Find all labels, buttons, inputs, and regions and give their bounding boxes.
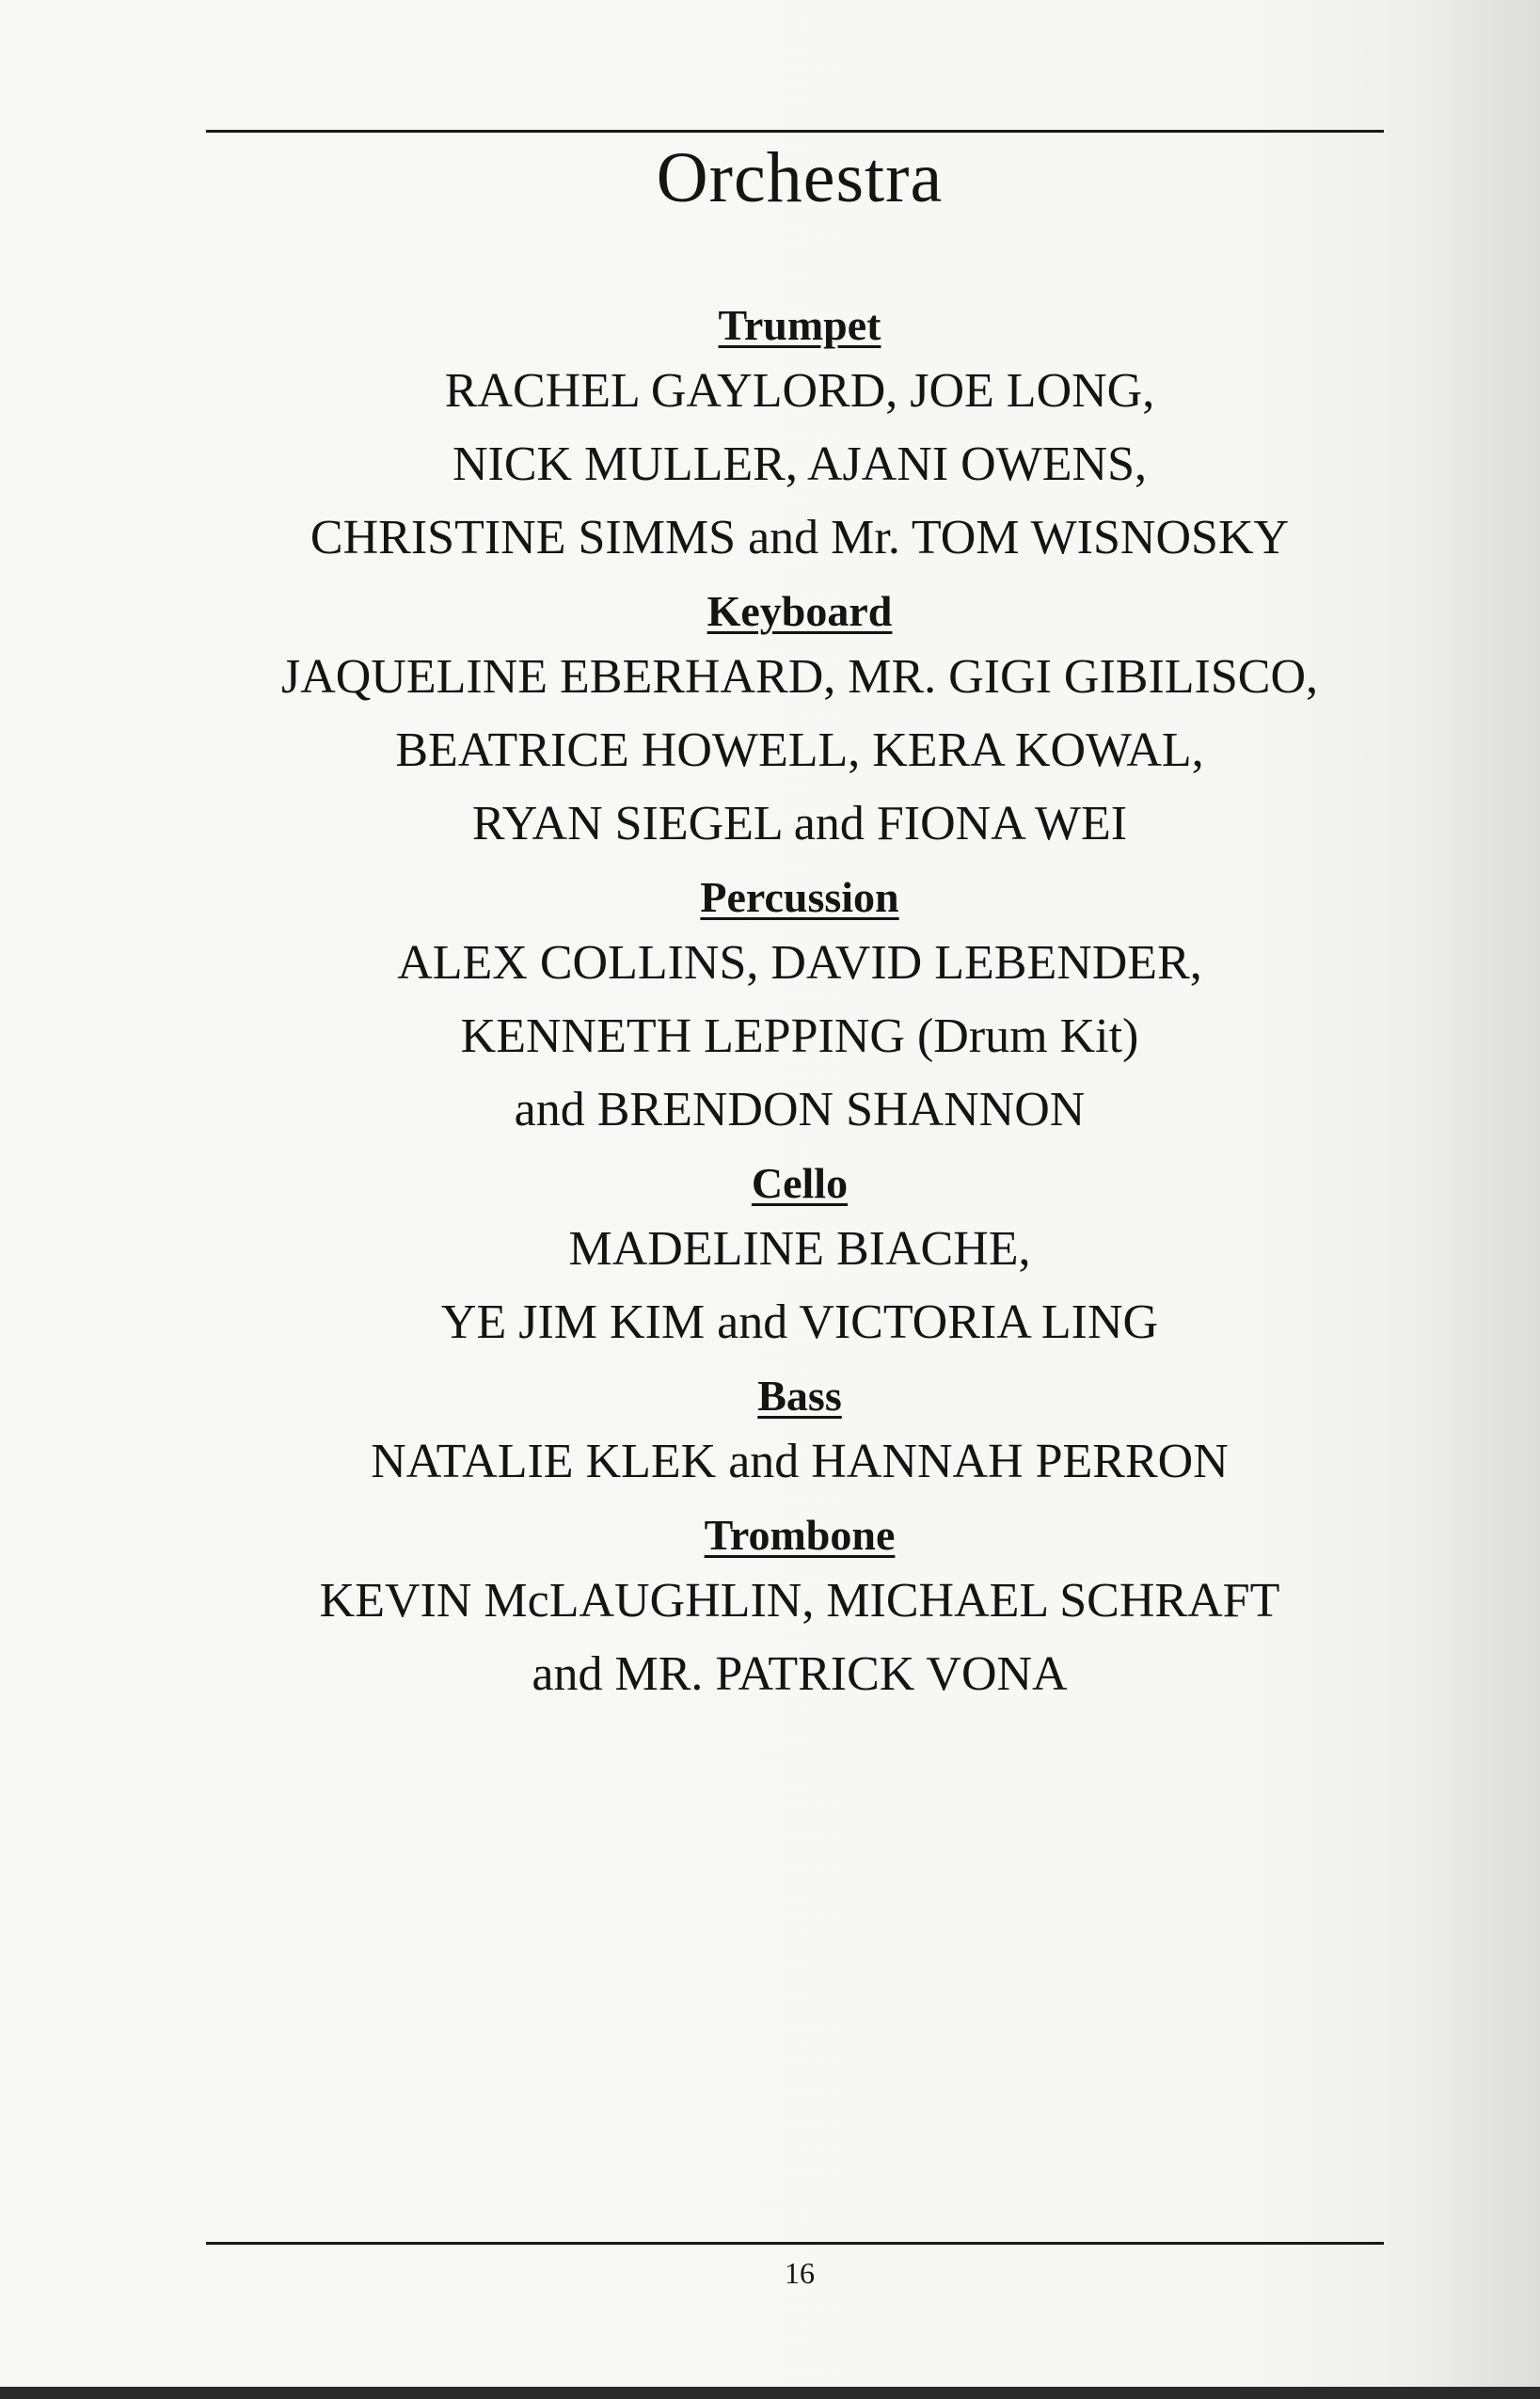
names-line: NICK MULLER, AJANI OWENS,: [452, 437, 1148, 491]
names-line: BEATRICE HOWELL, KERA KOWAL,: [395, 723, 1204, 777]
names-line: RYAN SIEGEL and FIONA WEI: [471, 797, 1128, 850]
names-line: ALEX COLLINS, DAVID LEBENDER,: [397, 936, 1202, 990]
bottom-rule: [206, 2242, 1384, 2245]
section-trombone: [0, 1506, 1540, 1711]
section-heading: Bass: [757, 1372, 842, 1420]
section-heading: Percussion: [700, 873, 899, 921]
scan-edge: [0, 2387, 1540, 2399]
names-line: YE JIM KIM and VICTORIA LING: [440, 1295, 1159, 1349]
section-heading: Trumpet: [718, 301, 881, 349]
page-title: Orchestra: [656, 138, 944, 217]
page-number: 16: [785, 2256, 815, 2290]
orchestra-roster: [0, 296, 1540, 1719]
section-trumpet: [0, 296, 1540, 575]
section-percussion: [0, 868, 1540, 1147]
names-line: RACHEL GAYLORD, JOE LONG,: [444, 364, 1155, 418]
section-heading: Trombone: [704, 1511, 896, 1559]
names-line: CHRISTINE SIMMS and Mr. TOM WISNOSKY: [310, 511, 1290, 564]
names-line: KENNETH LEPPING (Drum Kit): [460, 1009, 1139, 1063]
section-heading: Keyboard: [706, 587, 893, 635]
names-line: JAQUELINE EBERHARD, MR. GIGI GIBILISCO,: [280, 650, 1319, 704]
section-heading: Cello: [751, 1159, 849, 1207]
names-line: and MR. PATRICK VONA: [532, 1647, 1068, 1701]
names-line: MADELINE BIACHE,: [568, 1222, 1031, 1276]
top-rule: [206, 130, 1384, 133]
section-cello: [0, 1154, 1540, 1359]
names-line: NATALIE KLEK and HANNAH PERRON: [371, 1435, 1229, 1488]
section-keyboard: [0, 582, 1540, 861]
names-line: KEVIN McLAUGHLIN, MICHAEL SCHRAFT: [319, 1574, 1280, 1628]
section-bass: [0, 1367, 1540, 1499]
names-line: and BRENDON SHANNON: [514, 1083, 1086, 1136]
